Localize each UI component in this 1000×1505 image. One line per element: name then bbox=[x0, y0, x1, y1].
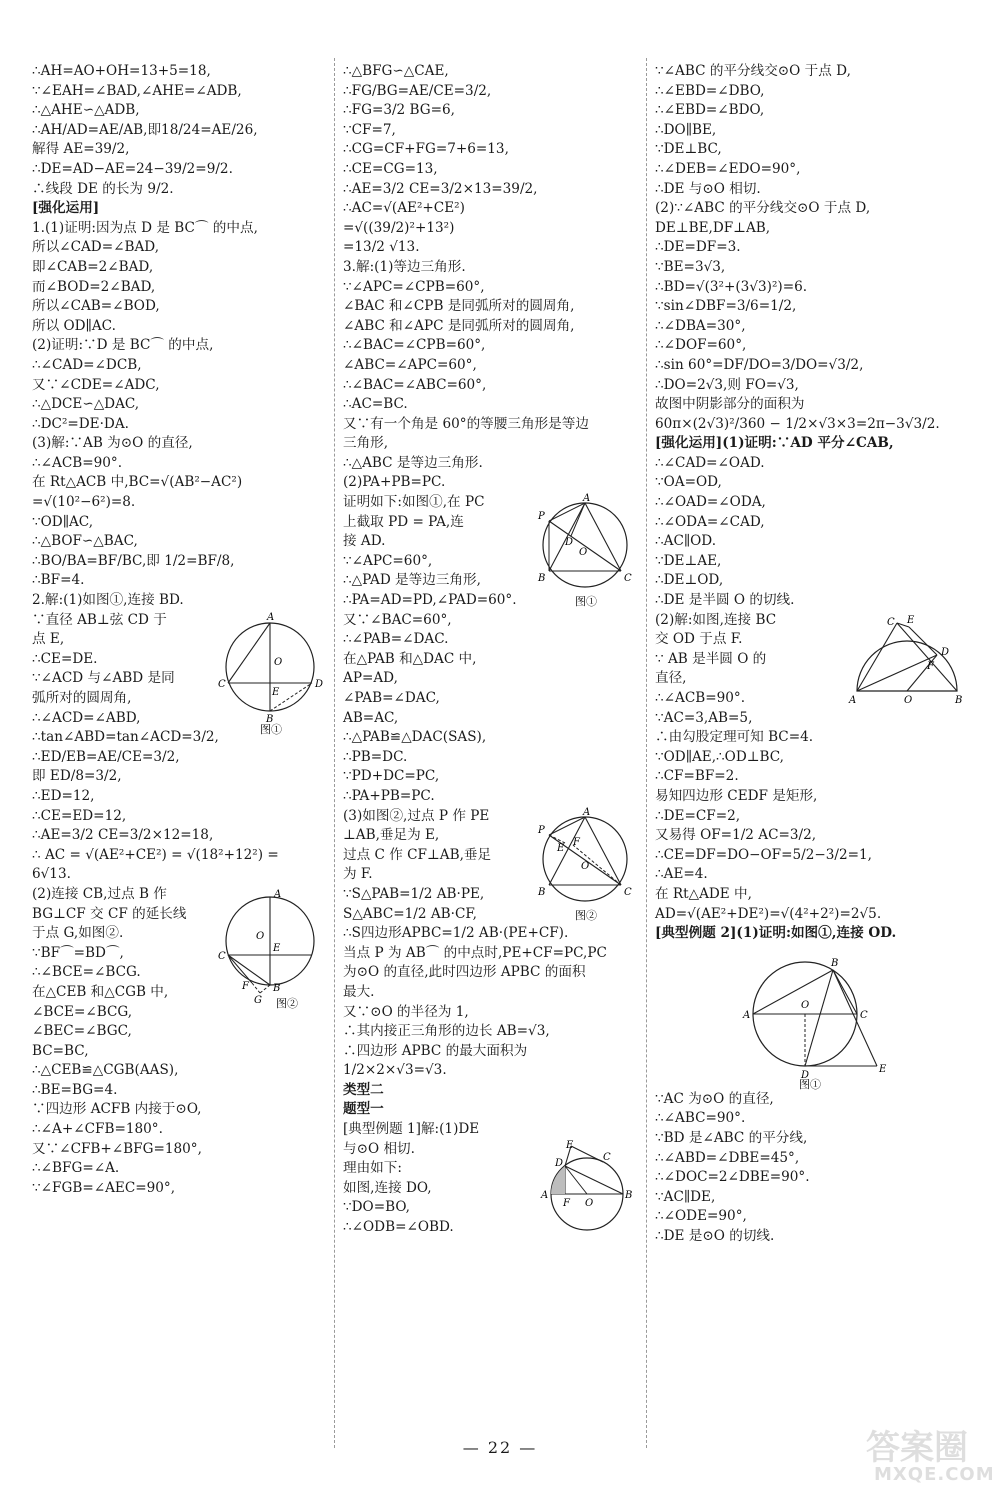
figure-caption: 图① bbox=[575, 595, 597, 609]
figure-label: A bbox=[541, 1189, 549, 1201]
text-line: ∴BD=√(3²+(3√3)²)=6. bbox=[655, 278, 808, 295]
text-line: ∴线段 DE 的长为 9/2. bbox=[32, 180, 174, 197]
text-line: ∵BE=3√3, bbox=[655, 258, 726, 275]
text-line: (2)∵∠ABC 的平分线交⊙O 于点 D, bbox=[655, 200, 871, 217]
text-line: ∵∠APC=∠CPB=60°, bbox=[343, 278, 485, 295]
figure-label: C bbox=[603, 1151, 611, 1163]
figure-label: C bbox=[218, 950, 226, 962]
text-line: ∴∠ODA=∠CAD, bbox=[655, 513, 765, 530]
text-line: ∴∠ABC=90°. bbox=[655, 1110, 746, 1127]
text-line: ∵∠ABC 的平分线交⊙O 于点 D, bbox=[655, 63, 851, 79]
figure-label: E bbox=[566, 1139, 574, 1151]
text-line: ∴CE=DE. bbox=[32, 650, 98, 667]
text-line: ∴∠DOF=60°, bbox=[655, 337, 747, 354]
text-line: ∴AE=4. bbox=[655, 866, 708, 883]
text-line: ∵BD 是∠ABC 的平分线, bbox=[655, 1129, 808, 1146]
section-heading: 题型一 bbox=[343, 1101, 384, 1118]
text-line: ∵OD∥AE,∴OD⊥BC, bbox=[655, 748, 784, 765]
text-line: ∴∠BFG=∠A. bbox=[32, 1160, 120, 1177]
watermark-logo bbox=[860, 1418, 995, 1490]
text-line: 又∵∠CFB+∠BFG=180°, bbox=[32, 1140, 202, 1157]
text-line: ∵DO=BO, bbox=[343, 1199, 410, 1216]
page-number: — 22 — bbox=[462, 1438, 538, 1457]
text-line: 与⊙O 相切. bbox=[343, 1140, 415, 1157]
text-line: 于点 G,如图②. bbox=[32, 925, 124, 942]
circle-figure-2 bbox=[218, 885, 328, 1009]
text-line: ∴∠DEB=∠EDO=90°, bbox=[655, 160, 801, 177]
text-line: 在△PAB 和△DAC 中, bbox=[343, 650, 477, 667]
text-line: ∴BF=4. bbox=[32, 572, 85, 589]
text-line: ∵∠EAH=∠BAD,∠AHE=∠ADB, bbox=[32, 82, 242, 99]
text-line: ∴∠EBD=∠BDO, bbox=[655, 102, 765, 119]
text-line: ∴DC²=DE·DA. bbox=[32, 415, 129, 432]
figure-label: D bbox=[801, 1069, 810, 1081]
text-line: ∠BAC 和∠CPB 是同弧所对的圆周角, bbox=[343, 298, 575, 315]
text-line: (2)解:如图,连接 BC bbox=[655, 611, 777, 628]
text-line: ∠ABC 和∠APC 是同弧所对的圆周角, bbox=[343, 317, 575, 334]
text-line: 又∵∠CDE=∠ADC, bbox=[32, 376, 160, 393]
figure-caption: 图① bbox=[799, 1077, 821, 1091]
text-line: 解得 AE=39/2, bbox=[32, 141, 130, 158]
text-line: ∴ED=12, bbox=[32, 787, 95, 804]
figure-label: C bbox=[218, 678, 226, 690]
text-line: 3.解:(1)等边三角形. bbox=[343, 258, 466, 275]
figure-label: C bbox=[624, 886, 632, 898]
text-line: 又∵⊙O 的半径为 1, bbox=[343, 1003, 469, 1020]
text-line: ∴DO∥BE, bbox=[655, 121, 717, 138]
text-line: 直径, bbox=[655, 670, 687, 687]
circle-figure-3 bbox=[535, 493, 639, 613]
text-line: ∴BO/BA=BF/BC,即 1/2=BF/8, bbox=[32, 552, 235, 569]
text-line: ∴△BOF∽△BAC, bbox=[32, 533, 138, 550]
figure-label: P bbox=[538, 511, 545, 523]
circle-tangent-figure bbox=[655, 944, 955, 1090]
text-line: 上截取 PD = PA,连 bbox=[343, 513, 464, 530]
text-line: ∴CE=CG=13, bbox=[343, 160, 438, 177]
text-line: 故图中阴影部分的面积为 bbox=[655, 396, 805, 413]
text-line: ∴BE=BG=4. bbox=[32, 1081, 118, 1098]
figure-label: F bbox=[927, 660, 934, 672]
figure-label: B bbox=[538, 886, 546, 898]
watermark-url: MXQE.COM bbox=[874, 1464, 995, 1485]
figure-label: G bbox=[254, 994, 262, 1006]
text-line: ∴∠CAD=∠OAD. bbox=[655, 454, 765, 471]
text-line: ∴∠ACD=∠ABD, bbox=[32, 709, 141, 726]
text-line: ∴PB=DC. bbox=[343, 748, 408, 765]
text-line: 所以 OD∥AC. bbox=[32, 317, 116, 334]
text-line: AD=√(AE²+DE²)=√(4²+2²)=2√5. bbox=[655, 905, 882, 922]
text-line: ∠ABC=∠APC=60°, bbox=[343, 356, 477, 373]
text-line: 接 AD. bbox=[343, 533, 386, 550]
text-line: 为 F. bbox=[343, 866, 373, 883]
text-line: 为⊙O 的直径,此时四边形 APBC 的面积 bbox=[343, 964, 586, 981]
text-line: ∴△DCE∽△DAC, bbox=[32, 396, 140, 413]
text-line: 即∠CAB=2∠BAD, bbox=[32, 258, 154, 275]
text-line: ∴DE=CF=2, bbox=[655, 807, 741, 824]
figure-label: P bbox=[538, 824, 545, 836]
text-line: 2.解:(1)如图①,连接 BD. bbox=[32, 592, 184, 609]
text-line: (2)证明:∵D 是 BC⌒ 的中点, bbox=[32, 337, 214, 354]
text-line: ∵sin∠DBF=3/6=1/2, bbox=[655, 298, 797, 315]
figure-label: O bbox=[274, 656, 283, 668]
text-line: ∠PAB=∠DAC, bbox=[343, 690, 440, 706]
figure-label: O bbox=[904, 694, 913, 706]
figure-label: E bbox=[557, 842, 565, 854]
semicircle-figure bbox=[847, 611, 965, 707]
figure-label: D bbox=[941, 646, 950, 658]
text-line: ∵S△PAB=1/2 AB·PE, bbox=[343, 885, 485, 902]
figure-label: B bbox=[955, 694, 963, 706]
text-line: ∴∠DBA=30°, bbox=[655, 317, 746, 334]
section-heading: [典型例题 2](1)证明:如图①,连接 OD. bbox=[655, 925, 897, 942]
text-line: ∵CF=7, bbox=[343, 121, 396, 138]
figure-label: O bbox=[579, 547, 588, 559]
text-line: 60π×(2√3)²/360 − 1/2×√3×3=2π−3√3/2. bbox=[655, 415, 940, 432]
text-line: ∴△PAD 是等边三角形, bbox=[343, 572, 481, 589]
figure-label: F bbox=[563, 1197, 570, 1209]
text-line: ∴PA+PB=PC. bbox=[343, 787, 435, 804]
column-divider bbox=[334, 58, 335, 1448]
text-line: ∴DE⊥OD, bbox=[655, 572, 724, 589]
figure-label: B bbox=[273, 982, 281, 994]
figure-label: O bbox=[581, 860, 590, 872]
text-line: 又∵∠BAC=60°, bbox=[343, 611, 452, 628]
text-line: =√((39/2)²+13²) bbox=[343, 219, 455, 236]
text-line: ∴∠A+∠CFB=180°. bbox=[32, 1121, 163, 1138]
figure-label: A bbox=[583, 493, 591, 505]
text-line: ∴∠PAB=∠DAC. bbox=[343, 631, 449, 648]
text-line: ∴∠ODB=∠OBD. bbox=[343, 1219, 454, 1236]
figure-label: A bbox=[274, 888, 282, 900]
figure-label: C bbox=[887, 616, 895, 628]
text-line: 过点 C 作 CF⊥AB,垂足 bbox=[343, 846, 492, 863]
text-line: ∴∠ODE=90°, bbox=[655, 1208, 747, 1225]
text-line: 又易得 OF=1/2 AC=3/2, bbox=[655, 827, 817, 844]
column-divider bbox=[646, 58, 647, 1448]
text-line: ∴AC∥OD. bbox=[655, 533, 717, 550]
text-line: 当点 P 为 AB⌒ 的中点时,PE+CF=PC,PC bbox=[343, 944, 607, 961]
text-line: ∵AC 为⊙O 的直径, bbox=[655, 1090, 774, 1107]
text-line: 即 ED/8=3/2, bbox=[32, 768, 122, 785]
column-left bbox=[32, 62, 328, 1198]
text-line: ∴∠OAD=∠ODA, bbox=[655, 494, 766, 511]
text-line: 6√13. bbox=[32, 866, 71, 883]
text-line: 最大. bbox=[343, 983, 375, 1000]
text-line: 所以∠CAD=∠BAD, bbox=[32, 239, 160, 256]
text-line: 1.(1)证明:因为点 D 是 BC⌒ 的中点, bbox=[32, 219, 258, 236]
figure-caption: 图② bbox=[575, 908, 597, 922]
text-line: ∴AE=3/2 CE=3/2×12=18, bbox=[32, 827, 214, 844]
text-line: ∴AC=√(AE²+CE²) bbox=[343, 200, 465, 217]
figure-label: D bbox=[315, 678, 324, 690]
text-line: ∵∠APC=60°, bbox=[343, 552, 433, 569]
figure-label: O bbox=[585, 1197, 594, 1209]
text-line: ∵AC=3,AB=5, bbox=[655, 709, 753, 726]
text-line: 弧所对的圆周角, bbox=[32, 690, 132, 706]
text-line: 三角形, bbox=[343, 435, 389, 452]
text-line: ∴DO=2√3,则 FO=√3, bbox=[655, 376, 799, 393]
figure-label: B bbox=[831, 957, 839, 969]
text-line: ∴AH=AO+OH=13+5=18, bbox=[32, 63, 211, 79]
text-line: =13/2 √13. bbox=[343, 239, 420, 256]
text-line: ∴△CEB≌△CGB(AAS), bbox=[32, 1062, 179, 1079]
text-line: 所以∠CAB=∠BOD, bbox=[32, 298, 160, 315]
figure-label: C bbox=[624, 573, 632, 585]
figure-label: E bbox=[272, 686, 280, 698]
text-line: ∴AE=3/2 CE=3/2×13=39/2, bbox=[343, 180, 538, 197]
text-line: 易知四边形 CEDF 是矩形, bbox=[655, 787, 818, 804]
text-line: DE⊥BE,DF⊥AB, bbox=[655, 219, 771, 236]
watermark-text: 答案圈 bbox=[866, 1428, 968, 1468]
text-line: AP=AD, bbox=[343, 670, 398, 687]
text-line: ∴∠BAC=∠ABC=60°, bbox=[343, 376, 487, 393]
text-line: ∵四边形 ACFB 内接于⊙O, bbox=[32, 1101, 202, 1118]
text-line: ∴△AHE∽△ADB, bbox=[32, 102, 140, 119]
text-line: ∵直径 AB⊥弦 CD 于 bbox=[32, 611, 167, 628]
text-line: (2)连接 CB,过点 B 作 bbox=[32, 885, 167, 902]
text-line: ∴AH/AD=AE/AB,即18/24=AE/26, bbox=[32, 121, 258, 138]
text-line: ∴CE=DF=DO−OF=5/2−3/2=1, bbox=[655, 846, 872, 863]
figure-label: C bbox=[860, 1009, 868, 1021]
text-line: ∵PD+DC=PC, bbox=[343, 768, 440, 785]
text-line: 在 Rt△ADE 中, bbox=[655, 885, 752, 902]
text-line: ∴由勾股定理可知 BC=4. bbox=[655, 729, 814, 746]
text-line: ∴CE=ED=12, bbox=[32, 807, 127, 824]
figure-label: B bbox=[538, 573, 546, 585]
text-line: ∵OD∥AC, bbox=[32, 513, 94, 530]
text-line: ∴DE 与⊙O 相切. bbox=[655, 180, 761, 197]
figure-label: E bbox=[907, 614, 915, 626]
text-line: (3)解:∵AB 为⊙O 的直径, bbox=[32, 435, 193, 452]
circle-figure-1 bbox=[218, 611, 328, 735]
figure-label: A bbox=[267, 611, 275, 623]
text-line: ∴FG=3/2 BG=6, bbox=[343, 102, 455, 119]
figure-label: O bbox=[256, 930, 265, 942]
text-line: 又∵有一个角是 60°的等腰三角形是等边 bbox=[343, 415, 589, 432]
text-line: ⊥AB,垂足为 E, bbox=[343, 827, 440, 844]
text-line: ∴∠ACB=90°. bbox=[655, 690, 746, 706]
text-line: 如图,连接 DO, bbox=[343, 1179, 432, 1196]
text-line: ∵∠FGB=∠AEC=90°, bbox=[32, 1179, 176, 1196]
figure-label: A bbox=[743, 1009, 751, 1021]
figure-label: B bbox=[266, 713, 274, 725]
text-line: ∴S四边形APBC=1/2 AB·(PE+CF). bbox=[343, 925, 569, 942]
text-line: 证明如下:如图①,在 PC bbox=[343, 494, 485, 511]
text-line: (2)PA+PB=PC. bbox=[343, 474, 446, 491]
text-line: ∴∠ABD=∠DBE=45°, bbox=[655, 1149, 800, 1166]
text-line: ∴∠BCE=∠BCG. bbox=[32, 964, 141, 981]
text-line: ∴DE 是半圆 O 的切线. bbox=[655, 592, 795, 609]
figure-label: F bbox=[573, 836, 580, 848]
text-line: ∴∠BAC=∠CPB=60°, bbox=[343, 337, 486, 354]
text-line: S△ABC=1/2 AB·CF, bbox=[343, 905, 477, 922]
text-line: ∴四边形 APBC 的最大面积为 bbox=[343, 1042, 528, 1059]
figure-label: O bbox=[801, 999, 810, 1011]
text-line: ∴其内接正三角形的边长 AB=√3, bbox=[343, 1023, 550, 1040]
circle-figure-5 bbox=[531, 1140, 639, 1236]
text-line: ∵DE⊥AE, bbox=[655, 552, 722, 569]
text-line: ∵OA=OD, bbox=[655, 474, 722, 491]
text-line: ∴DE=DF=3. bbox=[655, 239, 741, 256]
figure-caption: 图① bbox=[260, 722, 282, 736]
figure-label: E bbox=[879, 1063, 887, 1075]
text-line: ∴ED/EB=AE/CE=3/2, bbox=[32, 748, 180, 765]
text-line: AB=AC, bbox=[343, 709, 399, 726]
text-line: ∵AC∥DE, bbox=[655, 1188, 716, 1205]
text-line: 在△CEB 和△CGB 中, bbox=[32, 983, 169, 1000]
text-line: ∴CF=BF=2. bbox=[655, 768, 739, 785]
text-line: ∴tan∠ABD=tan∠ACD=3/2, bbox=[32, 729, 219, 746]
column-right bbox=[655, 62, 965, 1246]
text-line: 而∠BOD=2∠BAD, bbox=[32, 278, 156, 295]
text-line: (3)如图②,过点 P 作 PE bbox=[343, 807, 490, 824]
text-line: ∴FG/BG=AE/CE=3/2, bbox=[343, 82, 492, 99]
text-line: ∴∠CAD=∠DCB, bbox=[32, 356, 142, 373]
text-line: ∵DE⊥BC, bbox=[655, 141, 722, 158]
text-line: [典型例题 1]解:(1)DE bbox=[343, 1121, 480, 1138]
text-line: ∴ AC = √(AE²+CE²) = √(18²+12²) = bbox=[32, 846, 279, 863]
text-line: ∴∠ACB=90°. bbox=[32, 454, 123, 471]
figure-label: B bbox=[625, 1189, 633, 1201]
text-line: =√(10²−6²)=8. bbox=[32, 494, 136, 511]
text-line: ∵BF⌒=BD⌒, bbox=[32, 944, 124, 961]
text-line: ∴∠EBD=∠DBO, bbox=[655, 82, 765, 99]
text-line: ∴△PAB≌△DAC(SAS), bbox=[343, 729, 487, 746]
text-line: ∵ AB 是半圆 O 的 bbox=[655, 650, 767, 667]
text-line: 1/2×2×√3=√3. bbox=[343, 1062, 447, 1079]
text-line: 交 OD 于点 F. bbox=[655, 631, 743, 648]
section-heading: [强化运用](1)证明:∵AD 平分∠CAB, bbox=[655, 435, 894, 452]
text-line: 点 E, bbox=[32, 631, 65, 648]
text-line: ∴AC=BC. bbox=[343, 396, 408, 413]
text-line: ∴DE 是⊙O 的切线. bbox=[655, 1227, 775, 1244]
text-line: 理由如下: bbox=[343, 1160, 402, 1177]
figure-caption: 图② bbox=[276, 996, 298, 1010]
figure-label: F bbox=[242, 980, 249, 992]
figure-label: A bbox=[849, 694, 857, 706]
text-line: ∵∠ACD 与∠ABD 是同 bbox=[32, 670, 175, 687]
figure-label: D bbox=[565, 537, 574, 549]
text-line: ∴∠DOC=2∠DBE=90°. bbox=[655, 1169, 810, 1186]
text-line: ∴CG=CF+FG=7+6=13, bbox=[343, 141, 509, 158]
section-heading: [强化运用] bbox=[32, 200, 100, 217]
circle-figure-4 bbox=[535, 807, 639, 927]
section-heading: 类型二 bbox=[343, 1081, 384, 1098]
column-middle bbox=[343, 62, 639, 1238]
text-line: ∴PA=AD=PD,∠PAD=60°. bbox=[343, 592, 517, 609]
text-line: ∴sin 60°=DF/DO=3/DO=√3/2, bbox=[655, 356, 864, 373]
figure-label: A bbox=[583, 806, 591, 818]
figure-label: D bbox=[555, 1157, 564, 1169]
text-line: BG⊥CF 交 CF 的延长线 bbox=[32, 905, 187, 922]
text-line: ∴DE=AD−AE=24−39/2=9/2. bbox=[32, 160, 233, 177]
figure-label: E bbox=[273, 942, 281, 954]
text-line: ∴△ABC 是等边三角形. bbox=[343, 454, 483, 471]
text-line: ∠BCE=∠BCG, bbox=[32, 1003, 133, 1020]
text-line: ∴△BFG∽△CAE, bbox=[343, 63, 449, 79]
text-line: ∠BEC=∠BGC, bbox=[32, 1023, 132, 1040]
text-line: BC=BC, bbox=[32, 1042, 89, 1059]
text-line: 在 Rt△ACB 中,BC=√(AB²−AC²) bbox=[32, 474, 243, 491]
